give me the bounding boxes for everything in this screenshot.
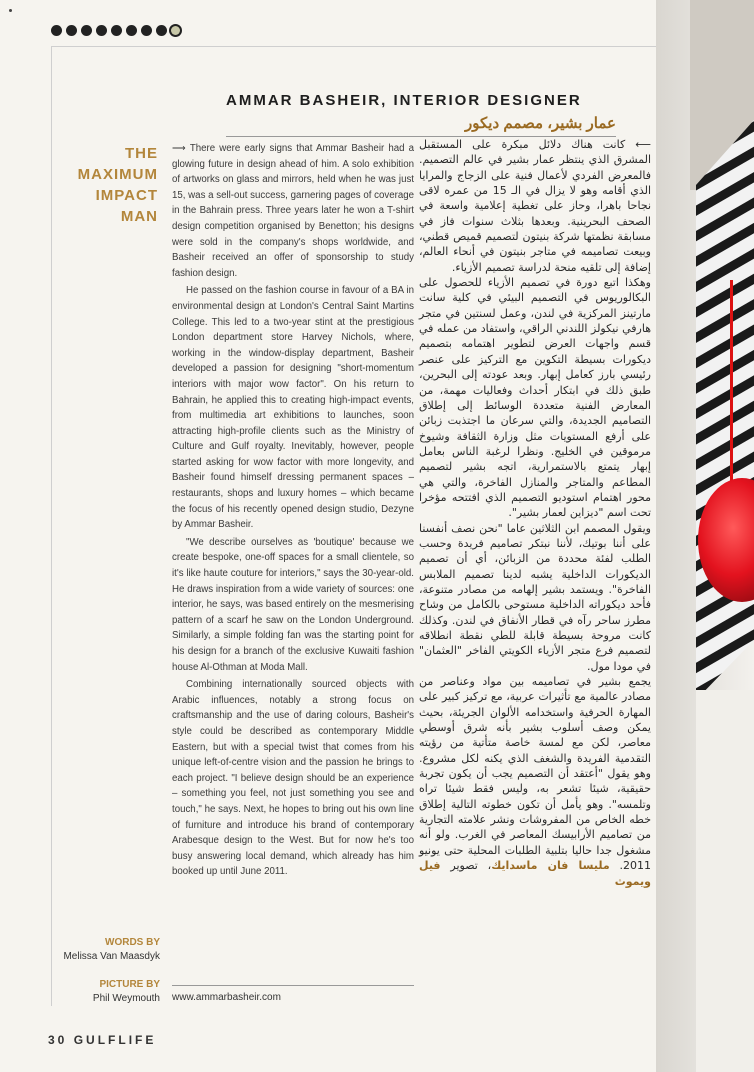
page-footer: [48, 1033, 156, 1047]
arabic-paragraph: ⟵ كانت هناك دلائل مبكرة على المستقبل المشرق الذي ينتظر عمار بشير في عالم التصميم. فالمعرض الفردي لأعمال فنية على الزجاج والمرايا الذي أقامه وهو لا يزال في الـ 15 من عمره لاقى نجاحا باهرا، وحاز على تغطية إعلامية واسعة في الصحف البحرينية. وبعدها بثلاث سنوات فاز في مسابقة نظمتها شركة بنيتون لتصميم قميص قطني، وبيعت تصاميمه في متاجر بنيتون في أنحاء العالم، إضافة إلى تلقيه منحة لدراسة تصميم الأزياء.: [419, 138, 652, 274]
side-heading-line: IMPACT: [95, 187, 158, 204]
article-title-ar: عمار بشير، مصمم ديكور: [465, 115, 616, 132]
section-dot: [96, 25, 107, 36]
picture-by-label: PICTURE BY: [99, 979, 160, 990]
words-by-name: Melissa Van Maasdyk: [63, 951, 160, 962]
side-heading-line: MAXIMUM: [77, 166, 158, 183]
article-title-en: AMMAR BASHEIR, INTERIOR DESIGNER: [226, 92, 582, 109]
words-by-label: WORDS BY: [105, 937, 160, 948]
arabic-article: [419, 137, 651, 889]
top-rule: [51, 46, 681, 47]
section-dot: [81, 25, 92, 36]
section-dot: [141, 25, 152, 36]
section-dot: [156, 25, 167, 36]
arabic-photo-label: ، تصوير: [450, 859, 492, 873]
section-dots: [51, 25, 180, 36]
arabic-paragraph-text: يجمع بشير في تصاميمه بين مواد وعناصر من مصادر عالمية مع تأثيرات عربية، مع تركيز كبير على المهارة الحرفية واستخدامه الألوان الجريئة، بحيث يمكن وصف أسلوب بشير بأنه شرق أوسطي معاصر، لكن مع لمسة خاصة متأتية من رؤيته التقدمية الفريدة والشغف الذي يكنه لكل مشروع. وهو يقول "أعتقد أن التصميم يجب أن يكون تجربة حقيقية، شيئا تشعر به، وليس فقط شيئا تراه وتلمسه". وهو يأمل أن تكون خطوته التالية إطلاق خطه الخاص من المفروشات ونشر علامته التجارية من تصاميم الأرابيسك المعاصر في الغرب. ولو أنه مشغول جدا حاليا بتلبية الطلبات المحلية حتى يونيو 2011.: [419, 675, 651, 873]
english-paragraph: Combining internationally sourced objects with Arabic influences, notably a strong focus on craftsmanship and the use of daring colours, Basheir's style could be described as contemporary Middle Eastern, but with a special twist that comes from his unique left-of-centre vision and the passion he brings to each project. "I believe design should be an experience – something you feel, not just something you see and touch," he says. Next, he hopes to bring out his own line of furniture and introduce his brand of contemporary Arabesque design to the West. But for now he's too busy answering local demand, which already has him booked up until June 2011.: [172, 679, 414, 878]
side-heading-line: THE: [125, 145, 158, 162]
arabic-paragraph: ويقول المصمم ابن الثلاثين عاما "نحن نصف أنفسنا على أننا بوتيك، لأننا نبتكر تصاميم فريدة وحسب الطلب لفئة محددة من الزبائن، أي أن تصميم الديكورات الداخلية يشبه لدينا تصميم الملابس الفاخرة". ويستمد بشير إلهامه من مصادر متنوعة، فأحد ديكوراته الداخلية مستوحى بالكامل من وشاح مطرز ساحر رآه في قطار الأنفاق في لندن. وكذلك كانت مروحة بسيطة قابلة للطي نقطة انطلاقه لتصميم فرع متجر الأزياء الكويتي الفاخر "العثمان" في مودا مول.: [419, 521, 651, 673]
picture-by-name: Phil Weymouth: [92, 993, 160, 1004]
side-heading: [62, 143, 158, 227]
section-dot: [66, 25, 77, 36]
website-link[interactable]: www.ammarbasheir.com: [172, 992, 281, 1003]
english-paragraph: He passed on the fashion course in favour of a BA in environmental design at London's Central Saint Martins College. This led to a two-year stint at the prestigious London department store Harvey Nichols, where, working in the window-display department, Basheir developed a passion for designing "short-momentum interiors with major wow factor". On his return to Bahrain, he applied this to creating high-impact events, from multimedia art exhibitions to launches, soon attracting high-profile clients such as the Ministry of Culture and Gulf royalty. Inevitably, however, people started asking for wow factor with more longevity, and Basheir found himself dressing permanent spaces – restaurants, shops and luxury homes – which became the focus of his recently opened design studio, Dezyne by Ammar Basheir.: [172, 285, 414, 531]
left-rule: [51, 46, 52, 1006]
decor-photo: [656, 0, 754, 1072]
section-dot: [51, 25, 62, 36]
english-paragraph: "We describe ourselves as 'boutique' because we create bespoke, one-off spaces for a small clientele, so it's like haute couture for interiors," says the 30-year-old. He draws inspiration from a wide variety of sources: one interior, he says, was based entirely on the mesmerising pattern of a scarf he saw on the London Underground. Similarly, a simple folding fan was the starting point for his design for a branch of the exclusive Kuwaiti fashion house Al-Othman at Moda Mall.: [172, 536, 414, 673]
english-paragraph: ⟶ There were early signs that Ammar Basheir had a glowing future in design ahead of him. A solo exhibition of artworks on glass and mirrors, held when he was just 15, was a sell-out success, garnering pages of coverage in the Bahrain press. Three years later he won a T-shirt design competition organised by Benetton; his designs were sold in the company's shops worldwide, and Basheir received an offer of sponsorship to study fashion design.: [172, 143, 414, 279]
arabic-paragraph: [419, 674, 651, 889]
decor-photo-image: [656, 0, 754, 1072]
page-number: 30: [48, 1033, 68, 1047]
side-heading-line: MAN: [120, 208, 158, 225]
english-article: [172, 141, 414, 882]
arabic-photo-credit: فيل ويموث: [419, 859, 651, 888]
section-dot-active: [171, 26, 180, 35]
arabic-words-credit: مليسا فان ماسدايك: [491, 859, 610, 873]
magazine-name: GULFLIFE: [73, 1033, 157, 1047]
arabic-paragraph: وهكذا اتبع دورة في تصميم الأزياء للحصول على البكالوريوس في التصميم البيئي في كلية سانت مارتينز المركزية في لندن، وعمل لسنتين في متجر هارفي نيكولز اللندني الراقي، واستفاد من عمله في قسم واجهات العرض لتطوير اهتمامه بتصميم ديكورات بسيطة التكوين مع التركيز على عنصر رئيسي بارز كعامل إبهار. وبعد عودته إلى البحرين، طبق ذلك في ابتكار أحداث وفعاليات مهمة، من المعارض الفنية متعددة الوسائط إلى إطلاق التصاميم الجديدة، والتي سرعان ما اجتذبت زبائن على أرفع المستويات مثل وزارة الثقافة وشيوخ مرموقين في الخليج. ونظرا لرغبة الناس بعامل إبهار يتمتع بالاستمرارية، اتجه بشير لتصميم المطاعم والمتاجر والمنازل الفاخرة، والتي هي محور اهتمام استوديو التصميم الذي افتتحه مؤخرا تحت اسم "ديزاين لعمار بشير".: [419, 276, 651, 520]
website-rule: [172, 985, 414, 986]
section-dot: [126, 25, 137, 36]
section-dot: [111, 25, 122, 36]
stray-dot: [9, 9, 12, 12]
